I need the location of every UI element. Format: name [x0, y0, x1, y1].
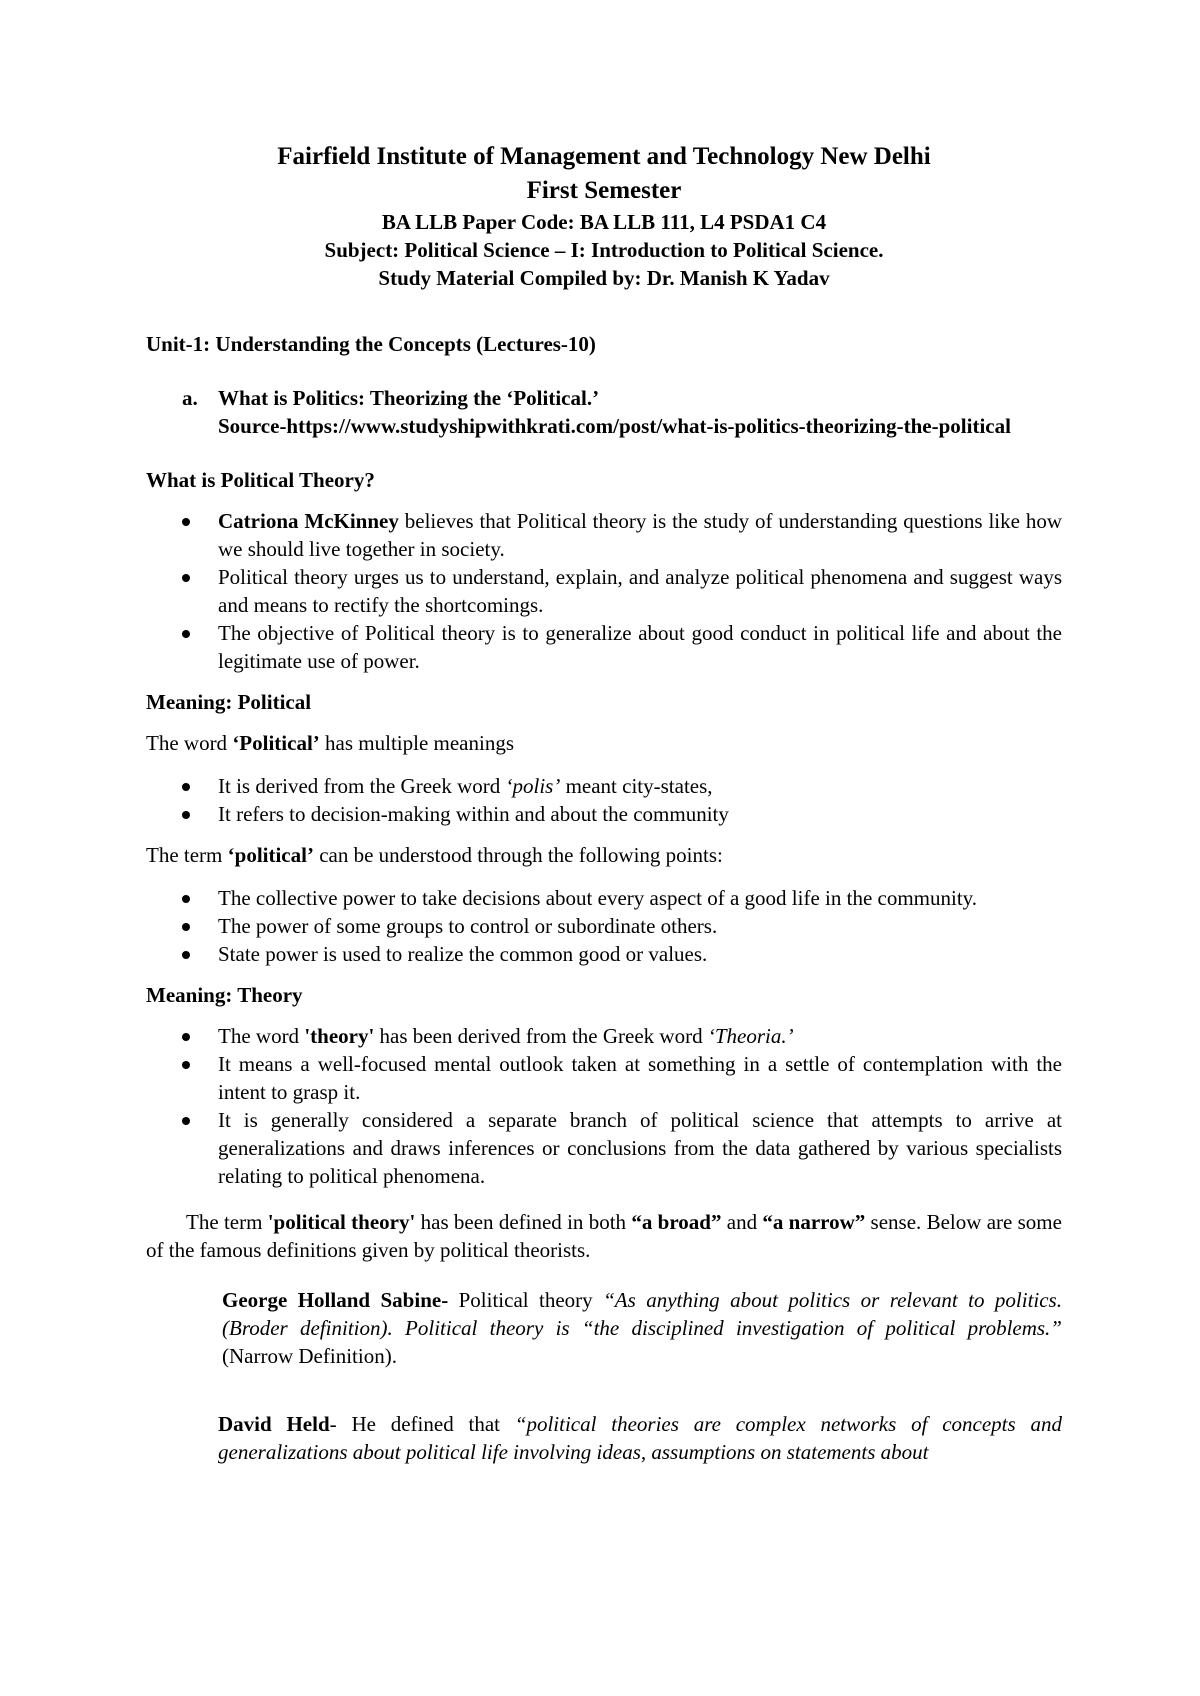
list-item: It refers to decision-making within and about the community: [146, 800, 1062, 828]
theorist-name: David Held: [218, 1412, 330, 1436]
section-heading-political-theory: What is Political Theory?: [146, 468, 375, 492]
compiled-by: Study Material Compiled by: Dr. Manish K Yadav: [378, 266, 830, 290]
bullet-icon: [146, 563, 218, 619]
definition-held: David Held- He defined that “political theories are complex networks of concepts and generalizations about political life involving ideas, assumptions on statements about: [218, 1412, 1062, 1464]
definition-sabine: George Holland Sabine- Political theory “As anything about politics or relevant to politics. (Broder definition). Political theory is “the disciplined investigation of political problems.” (Narrow Definition).: [222, 1288, 1062, 1368]
bullet-icon: [146, 619, 218, 675]
list-item: The objective of Political theory is to generalize about good conduct in political life and about the legitimate use of power.: [146, 619, 1062, 675]
unit-heading: Unit-1: Understanding the Concepts (Lectures-10): [146, 332, 596, 356]
list-item: The word 'theory' has been derived from the Greek word ‘Theoria.’: [146, 1022, 1062, 1050]
list-item: Catriona McKinney believes that Political theory is the study of understanding questions like how we should live together in society.: [146, 507, 1062, 563]
list-item: Political theory urges us to understand, explain, and analyze political phenomena and suggest ways and means to rectify the shortcomings.: [146, 563, 1062, 619]
bullet-icon: [146, 1050, 218, 1106]
bullet-icon: [146, 1022, 218, 1050]
political-theory-list: [146, 507, 1062, 675]
section-heading-meaning-political: Meaning: Political: [146, 690, 312, 714]
sub-item-marker: a.: [182, 386, 198, 410]
subject-line: Subject: Political Science – I: Introduction to Political Science.: [324, 238, 884, 262]
bullet-icon: [146, 800, 218, 828]
bullet-icon: [146, 1106, 218, 1190]
bullet-icon: [146, 772, 218, 800]
list-item: State power is used to realize the common good or values.: [146, 940, 1062, 968]
political-term-intro: The term ‘political’ can be understood through the following points:: [146, 843, 723, 867]
list-item: The power of some groups to control or subordinate others.: [146, 912, 1062, 940]
list-item: It is generally considered a separate branch of political science that attempts to arrive at generalizations and draws inferences or conclusions from the data gathered by various specialists relating to political phenomena.: [146, 1106, 1062, 1190]
definitions-intro: The term 'political theory' has been defined in both “a broad” and “a narrow” sense. Below are some of the famous definitions given by political theorists.: [146, 1210, 1062, 1262]
bullet-icon: [146, 940, 218, 968]
document-page: [146, 140, 1062, 1466]
sub-item-title: What is Politics: Theorizing the ‘Political.’: [218, 386, 600, 410]
political-intro: The word ‘Political’ has multiple meanings: [146, 731, 515, 755]
paper-code: BA LLB Paper Code: BA LLB 111, L4 PSDA1 C4: [381, 210, 827, 234]
theorist-name: George Holland Sabine-: [222, 1288, 449, 1312]
bullet-icon: [146, 884, 218, 912]
bullet-icon: [146, 507, 218, 563]
section-heading-meaning-theory: Meaning: Theory: [146, 983, 303, 1007]
list-item: The collective power to take decisions about every aspect of a good life in the community.: [146, 884, 1062, 912]
bullet-icon: [146, 912, 218, 940]
institute-title: Fairfield Institute of Management and Technology New Delhi: [277, 143, 931, 170]
political-term-list: [146, 884, 1062, 968]
document-header: [146, 140, 1062, 292]
unit-sub-item: [146, 384, 1062, 440]
list-item: It is derived from the Greek word ‘polis’ meant city-states,: [146, 772, 1062, 800]
semester-title: First Semester: [526, 177, 682, 204]
list-item: It means a well-focused mental outlook taken at something in a settle of contemplation with the intent to grasp it.: [146, 1050, 1062, 1106]
theory-meaning-list: [146, 1022, 1062, 1190]
source-link[interactable]: Source-https://www.studyshipwithkrati.com/post/what-is-politics-theorizing-the-political: [218, 414, 1011, 438]
political-meaning-list: [146, 772, 1062, 828]
